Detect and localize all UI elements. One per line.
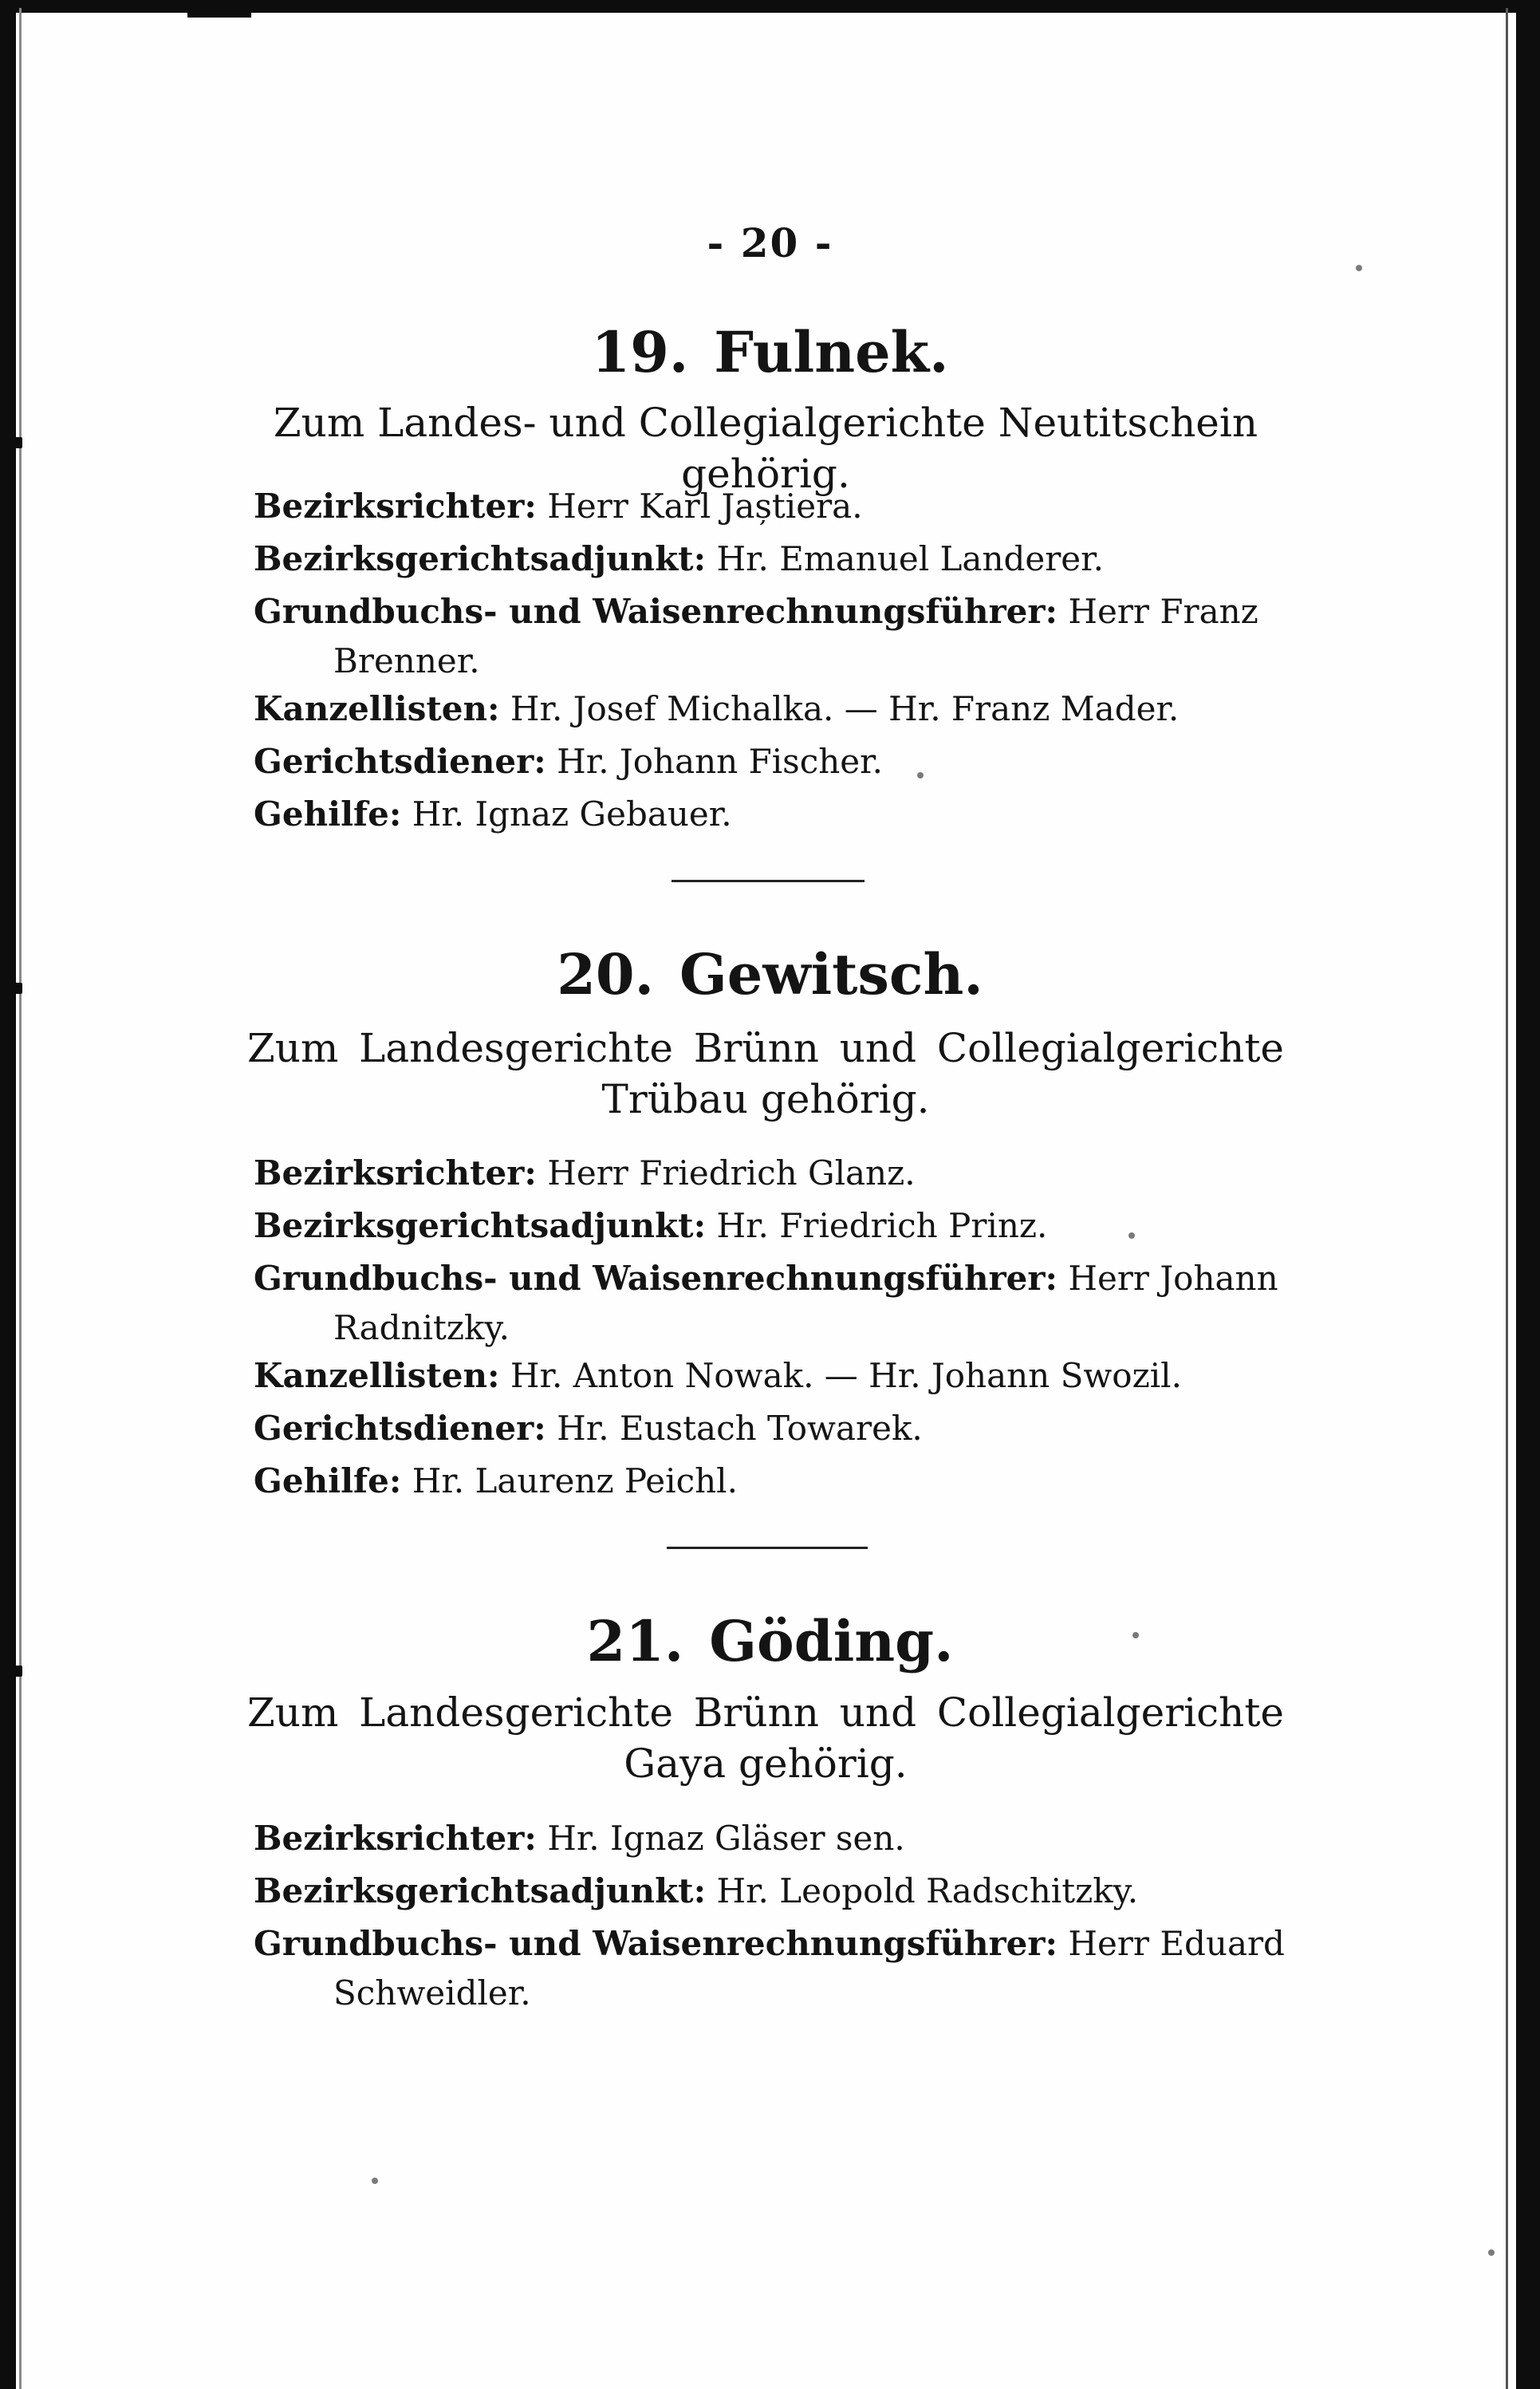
entry-text: Hr. Ignaz Gebauer.	[412, 794, 732, 834]
entry-label: Bezirksgerichtsadjunkt:	[254, 1871, 707, 1910]
entry-label: Bezirksgerichtsadjunkt:	[254, 1206, 707, 1245]
section-title: Göding.	[709, 1608, 954, 1674]
entry-text: Hr. Laurenz Peichl.	[412, 1461, 738, 1500]
entry-text: Herr Friedrich Glanz.	[547, 1153, 916, 1193]
entry-text: Herr Franz	[1068, 592, 1258, 631]
staff-entry	[254, 534, 1289, 584]
entry-label: Bezirksrichter:	[254, 1153, 537, 1193]
scan-mark	[6, 437, 22, 448]
entry-text: Hr. Anton Nowak. — Hr. Johann Swozil.	[510, 1356, 1182, 1395]
entry-label: Kanzellisten:	[254, 1356, 500, 1395]
entry-continuation: Brenner.	[333, 641, 480, 680]
entry-text: Herr Eduard	[1068, 1924, 1285, 1963]
staff-entry	[254, 1919, 1289, 2018]
staff-entry	[254, 1149, 1289, 1198]
court-affiliation: Zum Landes- und Collegialgerichte Neutitschein gehörig.	[273, 400, 1258, 497]
staff-entry	[254, 587, 1289, 686]
entry-continuation: Schweidler.	[333, 1973, 531, 2013]
staff-entry	[254, 737, 1289, 786]
section-number: 20.	[557, 941, 654, 1007]
entry-text: Hr. Friedrich Prinz.	[716, 1206, 1048, 1245]
entry-text: Hr. Emanuel Landerer.	[716, 539, 1104, 578]
entry-label: Bezirksrichter:	[254, 1819, 537, 1858]
court-affiliation: Zum Landesgerichte Brünn und Collegialgerichte Trübau gehörig.	[247, 1025, 1284, 1122]
entry-text: Hr. Leopold Radschitzky.	[716, 1871, 1139, 1910]
staff-entry	[254, 1814, 1289, 1863]
entry-label: Grundbuchs- und Waisenrechnungsführer:	[254, 1259, 1058, 1298]
section-title: Gewitsch.	[679, 941, 983, 1007]
staff-entry	[254, 1404, 1289, 1453]
entry-label: Kanzellisten:	[254, 689, 500, 728]
entry-text: Hr. Eustach Towarek.	[557, 1409, 923, 1448]
entry-text: Hr. Johann Fischer.	[557, 742, 883, 781]
entry-label: Grundbuchs- und Waisenrechnungsführer:	[254, 592, 1058, 631]
scan-speck	[1488, 2249, 1495, 2256]
entry-label: Bezirksgerichtsadjunkt:	[254, 539, 707, 578]
entry-text: Hr. Ignaz Gläser sen.	[547, 1819, 905, 1858]
staff-entry	[254, 790, 1289, 839]
entry-label: Gehilfe:	[254, 1461, 402, 1500]
section-heading	[0, 941, 1540, 1007]
scan-mark-top	[187, 11, 251, 18]
page-number: - 20 -	[707, 219, 833, 266]
entry-label: Gehilfe:	[254, 794, 402, 834]
entry-continuation: Radnitzky.	[333, 1308, 510, 1347]
court-affiliation: Zum Landesgerichte Brünn und Collegialgerichte Gaya gehörig.	[247, 1689, 1284, 1787]
entry-label: Gerichtsdiener:	[254, 1409, 546, 1448]
staff-entry	[254, 1867, 1289, 1916]
section-heading	[0, 1608, 1540, 1674]
section-number: 19.	[591, 319, 689, 385]
staff-entry	[254, 1351, 1289, 1401]
section-divider	[672, 880, 865, 882]
scan-speck	[372, 2178, 378, 2184]
staff-entry	[254, 1254, 1289, 1353]
entry-text: Hr. Josef Michalka. — Hr. Franz Mader.	[510, 689, 1180, 728]
staff-entry	[254, 1457, 1289, 1506]
entry-text: Herr Karl Jaștiera.	[547, 487, 863, 526]
entry-text: Herr Johann	[1068, 1259, 1278, 1298]
entry-label: Gerichtsdiener:	[254, 742, 546, 781]
section-number: 21.	[586, 1608, 684, 1674]
section-heading	[0, 319, 1540, 385]
staff-entry	[254, 482, 1289, 531]
entry-label: Grundbuchs- und Waisenrechnungsführer:	[254, 1924, 1058, 1963]
section-divider	[667, 1547, 868, 1549]
section-title: Fulnek.	[714, 319, 949, 385]
entry-label: Bezirksrichter:	[254, 487, 537, 526]
staff-entry	[254, 684, 1289, 734]
staff-entry	[254, 1201, 1289, 1251]
